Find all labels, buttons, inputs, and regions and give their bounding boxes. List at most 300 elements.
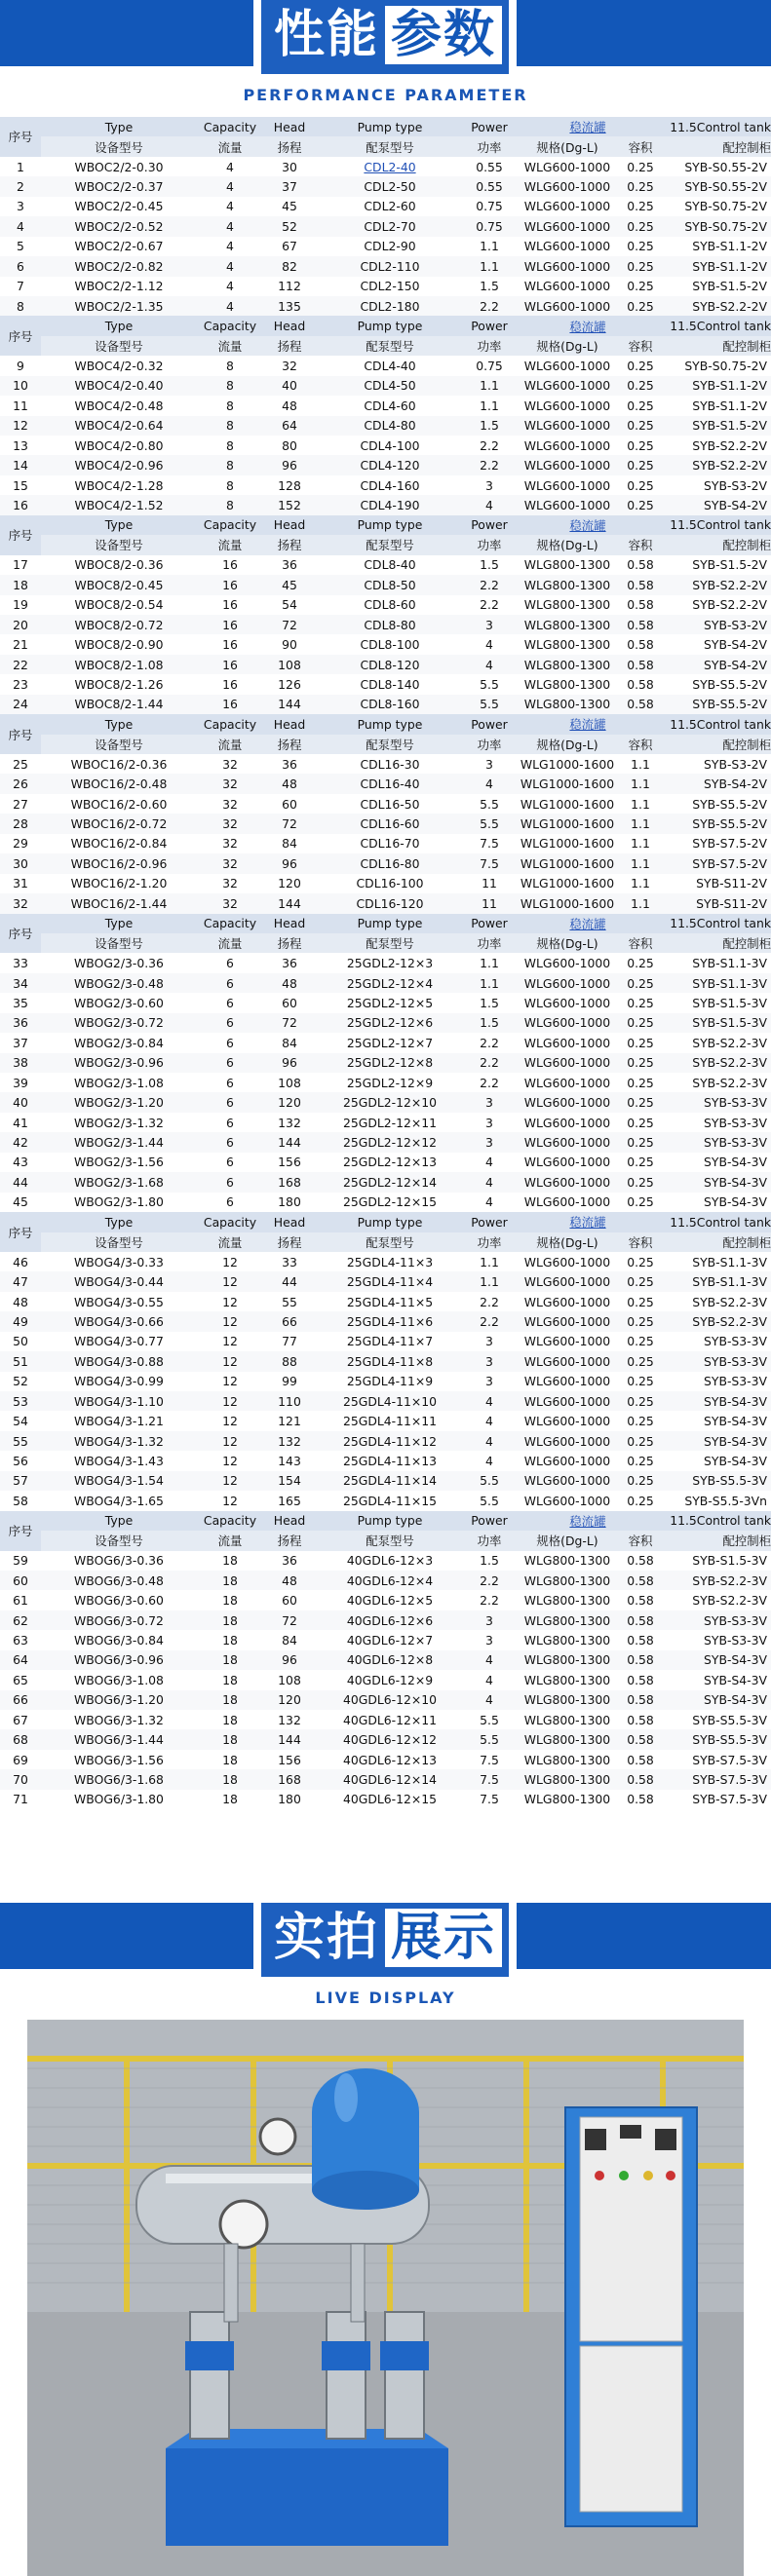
cell-tank-volume: 0.58: [620, 575, 661, 594]
header-power: Power: [464, 1511, 515, 1531]
table-row: [0, 1113, 771, 1132]
header-cn-capacity: 流量: [197, 735, 263, 754]
cell-power: 1.5: [464, 993, 515, 1012]
cell-head: 55: [263, 1292, 316, 1311]
cell-control-cabinet: SYB-S2.2-2V: [661, 575, 771, 594]
cell-row-number: 69: [0, 1750, 41, 1769]
cell-row-number: 37: [0, 1033, 41, 1052]
table-row: [0, 973, 771, 993]
cell-row-number: 63: [0, 1630, 41, 1649]
cell-power: 4: [464, 1650, 515, 1670]
header-power: Power: [464, 914, 515, 933]
cell-capacity: 18: [197, 1571, 263, 1590]
cell-control-cabinet: SYB-S1.1-3V: [661, 1252, 771, 1271]
cell-tank-volume: 0.58: [620, 615, 661, 634]
cell-row-number: 20: [0, 615, 41, 634]
section-title-part1: 实拍: [273, 1909, 379, 1968]
header-row-number: 序号: [0, 1511, 41, 1551]
table-row: [0, 1411, 771, 1430]
cell-head: 132: [263, 1710, 316, 1729]
cell-control-cabinet: SYB-S7.5-3V: [661, 1790, 771, 1809]
cell-model: WBOG2/3-1.80: [41, 1193, 197, 1212]
cell-capacity: 6: [197, 1113, 263, 1132]
cell-control-cabinet: SYB-S4-3V: [661, 1172, 771, 1192]
cell-model: WBOG2/3-0.60: [41, 993, 197, 1012]
cell-model: WBOG4/3-1.10: [41, 1391, 197, 1411]
cell-power: 5.5: [464, 674, 515, 694]
cell-power: 4: [464, 1670, 515, 1689]
cell-row-number: 24: [0, 695, 41, 714]
cell-capacity: 18: [197, 1710, 263, 1729]
cell-capacity: 12: [197, 1391, 263, 1411]
cell-control-cabinet: SYB-S1.5-2V: [661, 555, 771, 575]
cell-row-number: 43: [0, 1153, 41, 1172]
cell-tank-volume: 0.25: [620, 1013, 661, 1033]
header-cn-type: 设备型号: [41, 1232, 197, 1252]
cell-power: 4: [464, 1172, 515, 1192]
cell-head: 143: [263, 1451, 316, 1470]
cell-row-number: 42: [0, 1132, 41, 1152]
cell-row-number: 25: [0, 754, 41, 774]
header-cn-type: 设备型号: [41, 535, 197, 554]
cell-row-number: 50: [0, 1332, 41, 1351]
header-head: Head: [263, 914, 316, 933]
table-row: [0, 1650, 771, 1670]
cell-row-number: 2: [0, 176, 41, 196]
cell-head: 180: [263, 1790, 316, 1809]
cell-capacity: 16: [197, 555, 263, 575]
cell-tank-volume: 0.58: [620, 1750, 661, 1769]
header-head: Head: [263, 117, 316, 136]
cell-tank-volume: 1.1: [620, 834, 661, 853]
spec-table: [0, 117, 771, 1809]
cell-model: WBOC16/2-0.72: [41, 814, 197, 833]
cell-model: WBOG6/3-1.68: [41, 1769, 197, 1789]
header-cn-type: 设备型号: [41, 1531, 197, 1550]
cell-row-number: 11: [0, 396, 41, 415]
cell-control-cabinet: SYB-S4-3V: [661, 1670, 771, 1689]
cell-capacity: 32: [197, 814, 263, 833]
cell-row-number: 52: [0, 1372, 41, 1391]
header-cn-power: 功率: [464, 136, 515, 156]
cell-tank-volume: 0.58: [620, 1610, 661, 1630]
cell-tank-volume: 0.25: [620, 1332, 661, 1351]
table-row: [0, 595, 771, 615]
cell-control-cabinet: SYB-S7.5-2V: [661, 834, 771, 853]
table-row: [0, 575, 771, 594]
header-row-number: 序号: [0, 515, 41, 555]
cell-power: 3: [464, 1113, 515, 1132]
cell-pump-type: 40GDL6-12×8: [316, 1650, 464, 1670]
cell-tank-volume: 0.25: [620, 1411, 661, 1430]
cell-capacity: 4: [197, 157, 263, 176]
header-cn-tank-volume: 容积: [620, 735, 661, 754]
header-capacity: Capacity: [197, 714, 263, 734]
header-control-cabinet: 11.5Control tank: [661, 914, 771, 933]
cell-capacity: 16: [197, 575, 263, 594]
cell-tank-spec: WLG800-1300: [515, 1690, 620, 1710]
cell-pump-type: 40GDL6-12×14: [316, 1769, 464, 1789]
cell-tank-volume: 0.25: [620, 1193, 661, 1212]
cell-model: WBOC2/2-0.52: [41, 216, 197, 236]
header-cn-tank-spec: 规格(Dg-L): [515, 1232, 620, 1252]
table-row: [0, 216, 771, 236]
section-title-part2: 展示: [385, 1909, 502, 1967]
cell-tank-volume: 0.25: [620, 1431, 661, 1451]
cell-pump-type: CDL16-30: [316, 754, 464, 774]
cell-head: 144: [263, 1729, 316, 1749]
cell-control-cabinet: SYB-S4-2V: [661, 774, 771, 793]
table-row: [0, 674, 771, 694]
cell-capacity: 12: [197, 1271, 263, 1291]
header-tank-spec: 稳流罐: [515, 515, 661, 535]
cell-model: WBOG4/3-1.43: [41, 1451, 197, 1470]
cell-tank-spec: WLG1000-1600: [515, 874, 620, 893]
cell-row-number: 9: [0, 356, 41, 375]
header-cn-pump-type: 配泵型号: [316, 336, 464, 356]
cell-pump-type: 25GDL4-11×10: [316, 1391, 464, 1411]
cell-pump-type: CDL2-50: [316, 176, 464, 196]
cell-row-number: 38: [0, 1053, 41, 1073]
header-cn-capacity: 流量: [197, 1232, 263, 1252]
header-cn-tank-spec: 规格(Dg-L): [515, 336, 620, 356]
cell-model: WBOG2/3-1.08: [41, 1073, 197, 1092]
header-tank-spec: 稳流罐: [515, 316, 661, 335]
cell-tank-volume: 0.25: [620, 1252, 661, 1271]
table-row: [0, 396, 771, 415]
cell-control-cabinet: SYB-S1.1-3V: [661, 953, 771, 972]
cell-head: 52: [263, 216, 316, 236]
cell-tank-volume: 0.25: [620, 1092, 661, 1112]
cell-pump-type: 25GDL2-12×8: [316, 1053, 464, 1073]
cell-row-number: 56: [0, 1451, 41, 1470]
cell-head: 120: [263, 1690, 316, 1710]
cell-capacity: 18: [197, 1630, 263, 1649]
cell-model: WBOG6/3-0.96: [41, 1650, 197, 1670]
cell-row-number: 27: [0, 794, 41, 814]
table-header-row: [0, 515, 771, 535]
cell-capacity: 18: [197, 1690, 263, 1710]
cell-capacity: 12: [197, 1471, 263, 1491]
cell-pump-type: 40GDL6-12×10: [316, 1690, 464, 1710]
cell-capacity: 6: [197, 953, 263, 972]
table-row: [0, 1193, 771, 1212]
cell-pump-type: 25GDL4-11×11: [316, 1411, 464, 1430]
cell-tank-spec: WLG600-1000: [515, 1073, 620, 1092]
cell-capacity: 18: [197, 1769, 263, 1789]
cell-control-cabinet: SYB-S2.2-3V: [661, 1590, 771, 1610]
cell-tank-spec: WLG800-1300: [515, 1729, 620, 1749]
cell-head: 36: [263, 953, 316, 972]
cell-tank-spec: WLG800-1300: [515, 695, 620, 714]
cell-pump-type: 25GDL2-12×9: [316, 1073, 464, 1092]
cell-head: 44: [263, 1271, 316, 1291]
table-row: [0, 1132, 771, 1152]
cell-head: 84: [263, 1033, 316, 1052]
pump-station-illustration: [0, 2020, 771, 2576]
cell-power: 2.2: [464, 1053, 515, 1073]
cell-capacity: 4: [197, 237, 263, 256]
cell-row-number: 17: [0, 555, 41, 575]
header-type: Type: [41, 714, 197, 734]
cell-capacity: 12: [197, 1311, 263, 1331]
cell-head: 180: [263, 1193, 316, 1212]
table-header-row: [0, 914, 771, 933]
header-cn-control-cabinet: 配控制柜: [661, 535, 771, 554]
table-header-row: [0, 714, 771, 734]
cell-power: 1.5: [464, 1013, 515, 1033]
cell-model: WBOG2/3-1.32: [41, 1113, 197, 1132]
pump-base: [166, 2448, 448, 2546]
cell-control-cabinet: SYB-S4-2V: [661, 495, 771, 514]
cell-tank-spec: WLG600-1000: [515, 1113, 620, 1132]
cell-model: WBOC8/2-0.36: [41, 555, 197, 575]
header-control-cabinet: 11.5Control tank: [661, 1212, 771, 1231]
cell-power: 2.2: [464, 296, 515, 316]
cell-model: WBOG2/3-1.44: [41, 1132, 197, 1152]
cell-row-number: 12: [0, 416, 41, 436]
cell-power: 0.75: [464, 356, 515, 375]
table-row: [0, 1471, 771, 1491]
cell-pump-type: CDL4-120: [316, 455, 464, 474]
table-row: [0, 1690, 771, 1710]
cell-tank-volume: 0.25: [620, 1351, 661, 1371]
cell-head: 36: [263, 555, 316, 575]
cell-control-cabinet: SYB-S2.2-3V: [661, 1292, 771, 1311]
cell-control-cabinet: SYB-S4-3V: [661, 1650, 771, 1670]
cell-row-number: 39: [0, 1073, 41, 1092]
cell-head: 132: [263, 1431, 316, 1451]
cell-pump-type: CDL2-180: [316, 296, 464, 316]
cell-control-cabinet: SYB-S3-2V: [661, 615, 771, 634]
cell-power: 5.5: [464, 1491, 515, 1510]
cell-tank-spec: WLG600-1000: [515, 157, 620, 176]
cell-capacity: 32: [197, 893, 263, 913]
cell-power: 7.5: [464, 1769, 515, 1789]
table-row: [0, 1292, 771, 1311]
cell-pump-type: CDL2-90: [316, 237, 464, 256]
cell-control-cabinet: SYB-S7.5-3V: [661, 1769, 771, 1789]
cell-control-cabinet: SYB-S5.5-2V: [661, 695, 771, 714]
cell-capacity: 32: [197, 874, 263, 893]
header-cn-pump-type: 配泵型号: [316, 535, 464, 554]
cell-tank-spec: WLG600-1000: [515, 197, 620, 216]
cell-power: 1.1: [464, 1271, 515, 1291]
header-capacity: Capacity: [197, 117, 263, 136]
cell-power: 5.5: [464, 695, 515, 714]
section-gap: [0, 1809, 771, 1903]
cell-model: WBOG6/3-1.56: [41, 1750, 197, 1769]
cell-row-number: 6: [0, 256, 41, 276]
table-row: [0, 237, 771, 256]
cell-pump-type: CDL2-110: [316, 256, 464, 276]
cell-control-cabinet: SYB-S2.2-3V: [661, 1073, 771, 1092]
cell-capacity: 18: [197, 1551, 263, 1571]
cell-pump-type: CDL16-60: [316, 814, 464, 833]
cell-row-number: 16: [0, 495, 41, 514]
cell-tank-volume: 0.25: [620, 495, 661, 514]
cell-model: WBOG2/3-1.20: [41, 1092, 197, 1112]
table-header-row-cn: [0, 535, 771, 554]
cell-power: 7.5: [464, 1750, 515, 1769]
header-row-number: 序号: [0, 117, 41, 157]
header-cn-tank-volume: 容积: [620, 1531, 661, 1550]
cell-model: WBOG2/3-1.56: [41, 1153, 197, 1172]
table-row: [0, 277, 771, 296]
table-row: [0, 256, 771, 276]
cell-row-number: 14: [0, 455, 41, 474]
banner-bar-left: [0, 1903, 253, 1969]
cell-pump-type: 25GDL2-12×6: [316, 1013, 464, 1033]
cell-control-cabinet: SYB-S2.2-2V: [661, 436, 771, 455]
cell-head: 48: [263, 774, 316, 793]
table-row: [0, 1610, 771, 1630]
cell-pump-type: CDL8-140: [316, 674, 464, 694]
equipment-photo: [0, 2020, 771, 2576]
cell-head: 156: [263, 1153, 316, 1172]
cell-power: 1.1: [464, 256, 515, 276]
cell-head: 96: [263, 455, 316, 474]
header-cn-tank-volume: 容积: [620, 336, 661, 356]
cell-row-number: 26: [0, 774, 41, 793]
cell-capacity: 12: [197, 1431, 263, 1451]
table-row: [0, 1013, 771, 1033]
cell-model: WBOG6/3-1.08: [41, 1670, 197, 1689]
header-cn-head: 扬程: [263, 535, 316, 554]
header-cn-control-cabinet: 配控制柜: [661, 336, 771, 356]
cell-model: WBOG6/3-0.36: [41, 1551, 197, 1571]
cell-power: 0.55: [464, 176, 515, 196]
cell-head: 80: [263, 436, 316, 455]
cell-pump-type: CDL4-50: [316, 376, 464, 396]
header-row-number: 序号: [0, 714, 41, 754]
table-row: [0, 296, 771, 316]
cell-pump-type: 40GDL6-12×5: [316, 1590, 464, 1610]
cell-tank-spec: WLG600-1000: [515, 356, 620, 375]
cell-model: WBOG4/3-1.21: [41, 1411, 197, 1430]
cell-tank-spec: WLG600-1000: [515, 1053, 620, 1073]
table-row: [0, 416, 771, 436]
cell-power: 7.5: [464, 834, 515, 853]
cell-tank-volume: 0.58: [620, 555, 661, 575]
cell-tank-spec: WLG600-1000: [515, 1153, 620, 1172]
cell-capacity: 12: [197, 1451, 263, 1470]
cell-head: 110: [263, 1391, 316, 1411]
cell-pump-type: 25GDL4-11×6: [316, 1311, 464, 1331]
cell-tank-volume: 0.58: [620, 1670, 661, 1689]
cell-control-cabinet: SYB-S4-3V: [661, 1451, 771, 1470]
header-control-cabinet: 11.5Control tank: [661, 316, 771, 335]
cell-capacity: 6: [197, 1193, 263, 1212]
cell-capacity: 6: [197, 1033, 263, 1052]
header-row-number: 序号: [0, 1212, 41, 1252]
cell-tank-spec: WLG600-1000: [515, 1431, 620, 1451]
cell-tank-spec: WLG600-1000: [515, 1172, 620, 1192]
cell-tank-volume: 0.25: [620, 953, 661, 972]
cell-pump-type: CDL8-80: [316, 615, 464, 634]
cell-tank-volume: 0.25: [620, 455, 661, 474]
cell-row-number: 47: [0, 1271, 41, 1291]
cell-control-cabinet: SYB-S2.2-2V: [661, 455, 771, 474]
table-row: [0, 376, 771, 396]
header-cn-power: 功率: [464, 336, 515, 356]
header-control-cabinet: 11.5Control tank: [661, 117, 771, 136]
header-cn-tank-spec: 规格(Dg-L): [515, 735, 620, 754]
header-cn-power: 功率: [464, 1531, 515, 1550]
cell-capacity: 16: [197, 615, 263, 634]
cell-head: 67: [263, 237, 316, 256]
cell-pump-type: CDL8-100: [316, 634, 464, 654]
cell-tank-spec: WLG600-1000: [515, 1092, 620, 1112]
header-cn-control-cabinet: 配控制柜: [661, 1232, 771, 1252]
cell-power: 0.55: [464, 157, 515, 176]
table-row: [0, 993, 771, 1012]
cell-pump-type: 40GDL6-12×12: [316, 1729, 464, 1749]
cell-row-number: 57: [0, 1471, 41, 1491]
cell-control-cabinet: SYB-S1.1-2V: [661, 396, 771, 415]
cell-control-cabinet: SYB-S11-2V: [661, 874, 771, 893]
cell-tank-volume: 0.25: [620, 1451, 661, 1470]
cell-model: WBOC4/2-0.40: [41, 376, 197, 396]
cell-tank-spec: WLG800-1300: [515, 634, 620, 654]
section-banner-live: [0, 1903, 771, 1977]
table-row: [0, 1153, 771, 1172]
cell-capacity: 32: [197, 794, 263, 814]
cell-power: 3: [464, 1610, 515, 1630]
cell-model: WBOC4/2-1.52: [41, 495, 197, 514]
table-row: [0, 634, 771, 654]
header-tank-spec: 稳流罐: [515, 117, 661, 136]
header-cn-type: 设备型号: [41, 136, 197, 156]
cell-model: WBOC2/2-0.67: [41, 237, 197, 256]
header-cn-control-cabinet: 配控制柜: [661, 735, 771, 754]
cell-control-cabinet: SYB-S5.5-3V: [661, 1729, 771, 1749]
header-cn-head: 扬程: [263, 1531, 316, 1550]
header-type: Type: [41, 1511, 197, 1531]
cell-model: WBOC2/2-1.12: [41, 277, 197, 296]
table-header-row-cn: [0, 136, 771, 156]
cell-control-cabinet: SYB-S1.1-2V: [661, 237, 771, 256]
cell-row-number: 71: [0, 1790, 41, 1809]
cell-head: 72: [263, 1013, 316, 1033]
cell-capacity: 12: [197, 1411, 263, 1430]
header-power: Power: [464, 316, 515, 335]
header-cn-tank-spec: 规格(Dg-L): [515, 535, 620, 554]
table-header-row-cn: [0, 1232, 771, 1252]
header-pump-type: Pump type: [316, 1511, 464, 1531]
cell-tank-spec: WLG1000-1600: [515, 893, 620, 913]
cell-control-cabinet: SYB-S1.5-2V: [661, 277, 771, 296]
cell-tank-volume: 1.1: [620, 754, 661, 774]
cell-power: 1.1: [464, 376, 515, 396]
cell-pump-type: 25GDL4-11×3: [316, 1252, 464, 1271]
cell-head: 120: [263, 874, 316, 893]
cell-pump-type: CDL2-40: [316, 157, 464, 176]
cell-tank-volume: 0.25: [620, 1053, 661, 1073]
cell-model: WBOG6/3-1.44: [41, 1729, 197, 1749]
table-row: [0, 1172, 771, 1192]
cell-pump-type: 25GDL4-11×8: [316, 1351, 464, 1371]
cell-head: 77: [263, 1332, 316, 1351]
cell-capacity: 16: [197, 595, 263, 615]
cell-capacity: 6: [197, 1073, 263, 1092]
cell-head: 45: [263, 575, 316, 594]
cell-pump-type: 40GDL6-12×9: [316, 1670, 464, 1689]
cell-control-cabinet: SYB-S11-2V: [661, 893, 771, 913]
header-head: Head: [263, 714, 316, 734]
cell-row-number: 51: [0, 1351, 41, 1371]
header-tank-spec: 稳流罐: [515, 1212, 661, 1231]
